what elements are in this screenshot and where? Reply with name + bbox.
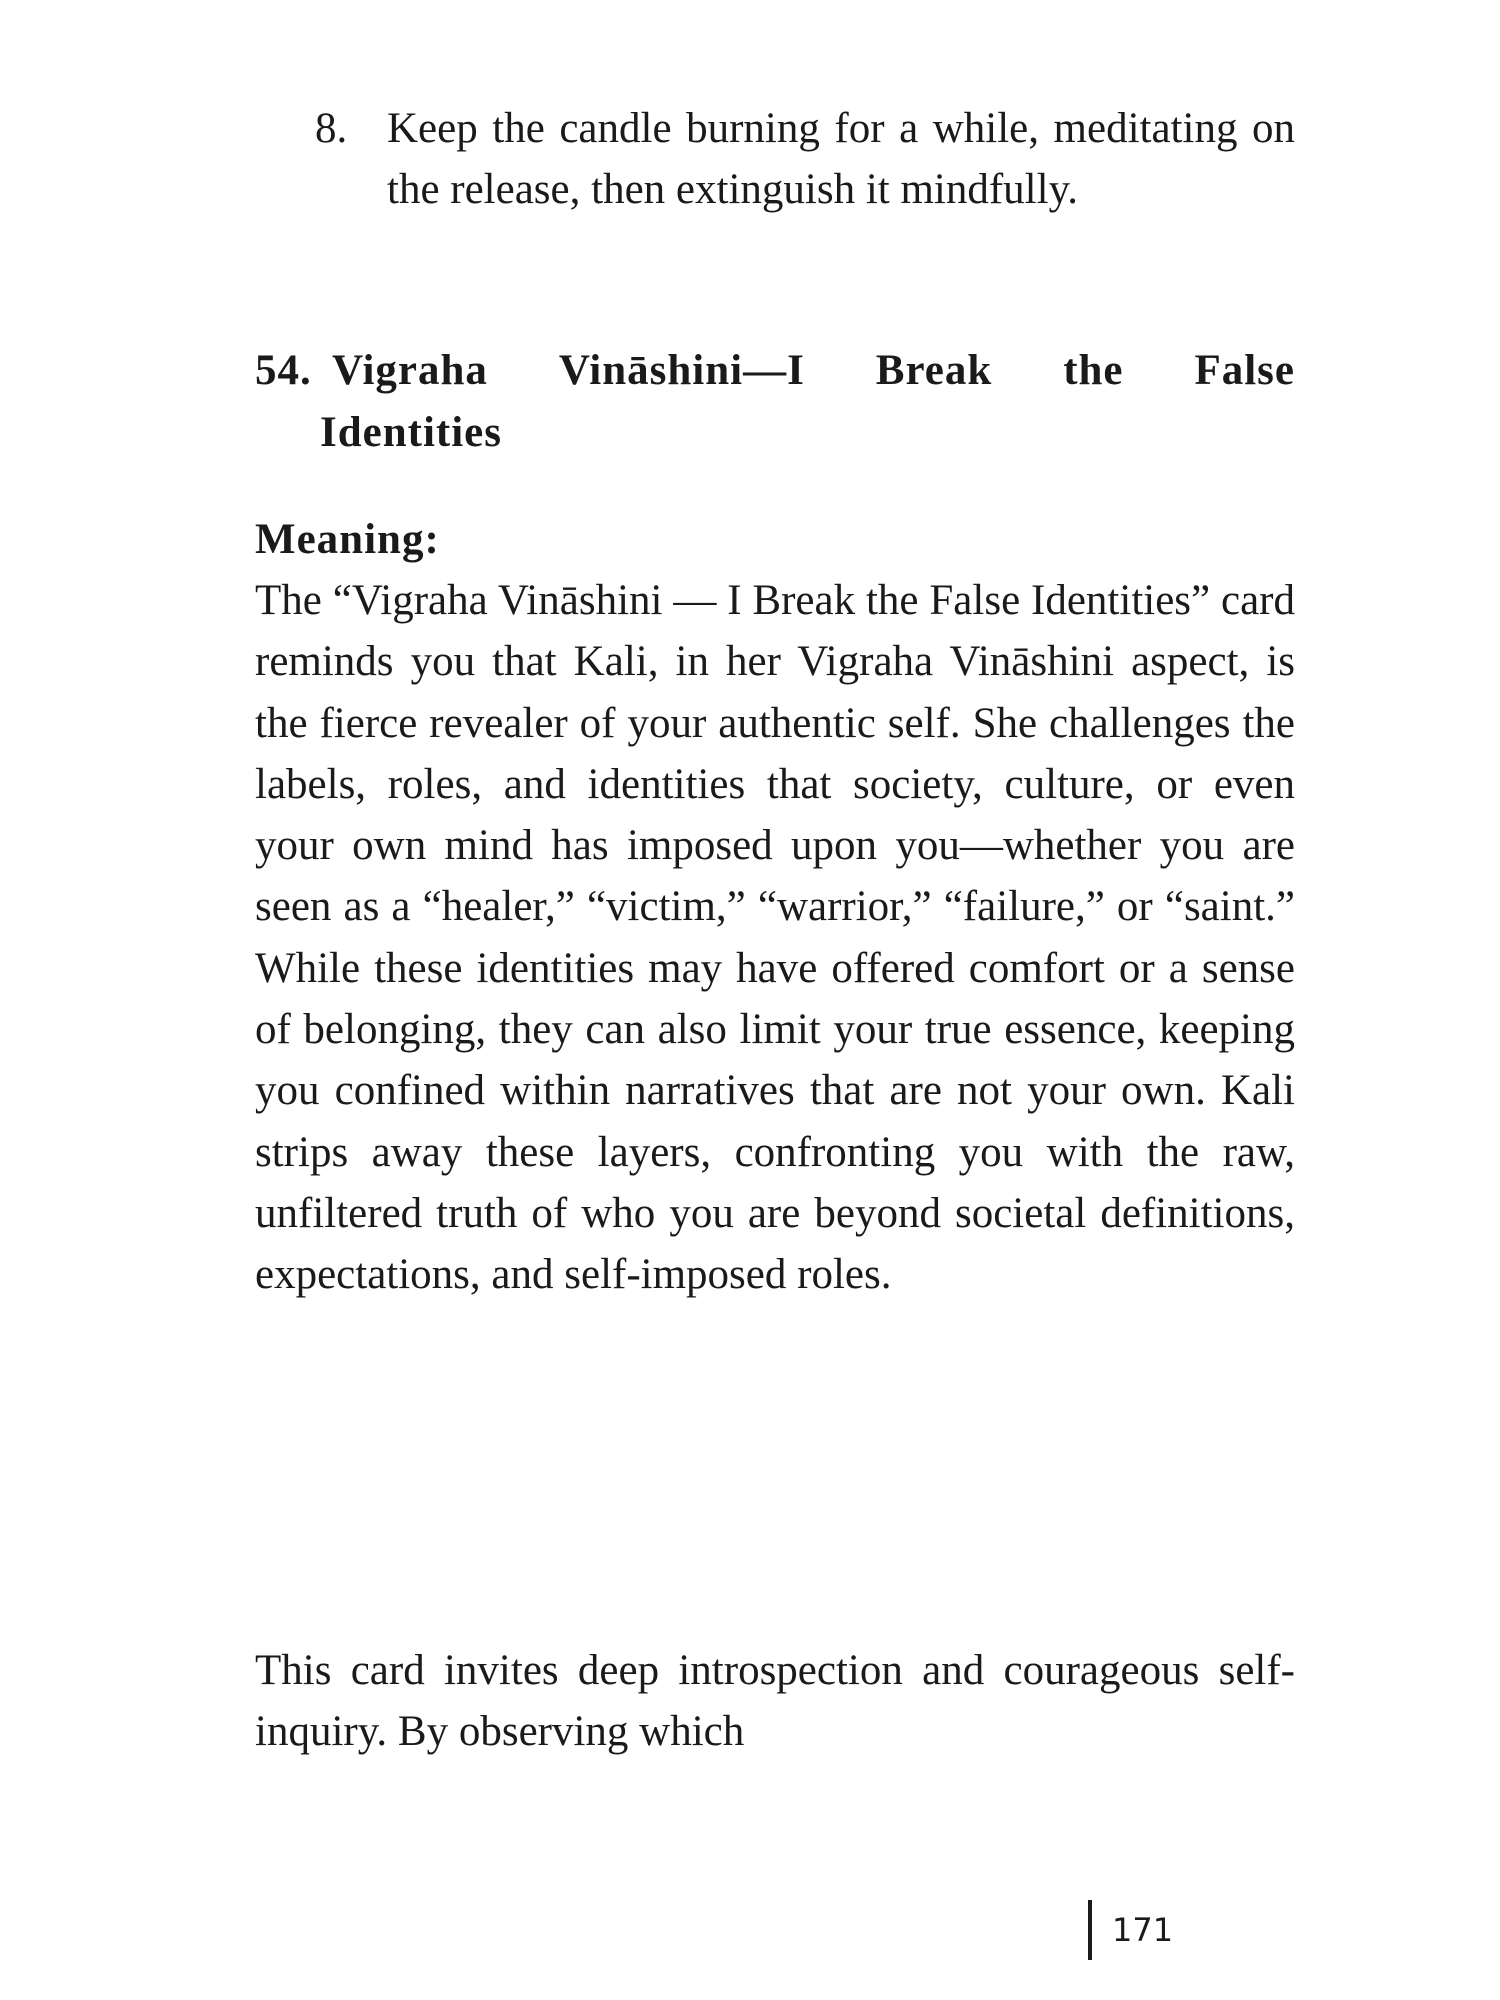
section-title-word: False	[1194, 347, 1295, 394]
list-item-step-8	[315, 98, 1295, 220]
section-title-line-1	[332, 340, 1295, 402]
section-heading	[255, 340, 1295, 464]
section-title-line-2: Identities	[320, 409, 502, 456]
step-number: 8.	[315, 105, 348, 152]
section-number: 54.	[255, 347, 312, 394]
section-title-word: the	[1063, 347, 1124, 394]
meaning-paragraph: The “Vigraha Vināshini — I Break the False Identities” card reminds you that Kali, in her Vigraha Vināshini aspect, is the fierce revealer of your authentic self. She challenges the labels, roles, and identities that society, culture, or even your own mind has imposed upon you—whether you are seen as a “healer,” “victim,” “warrior,” “failure,” or “saint.” While these identities may have offered comfort or a sense of belonging, they can also limit your true essence, keeping you confined within narratives that are not your own. Kali strips away these layers, confronting you with the raw, unfiltered truth of who you are beyond societal definitions, expectations, and self-imposed roles.	[255, 577, 1295, 1299]
section-title-word: Vināshini—I	[558, 347, 805, 394]
meaning-label: Meaning:	[255, 516, 440, 563]
section-title-word: Break	[875, 347, 993, 394]
page-number: 171	[1088, 1900, 1173, 1960]
continuation-paragraph: This card invites deep introspection and courageous self-inquiry. By observing which	[255, 1647, 1295, 1756]
section-title-word: Vigraha	[332, 347, 488, 394]
step-text: Keep the candle burning for a while, meditating on the release, then extinguish it mindfully.	[387, 105, 1295, 213]
